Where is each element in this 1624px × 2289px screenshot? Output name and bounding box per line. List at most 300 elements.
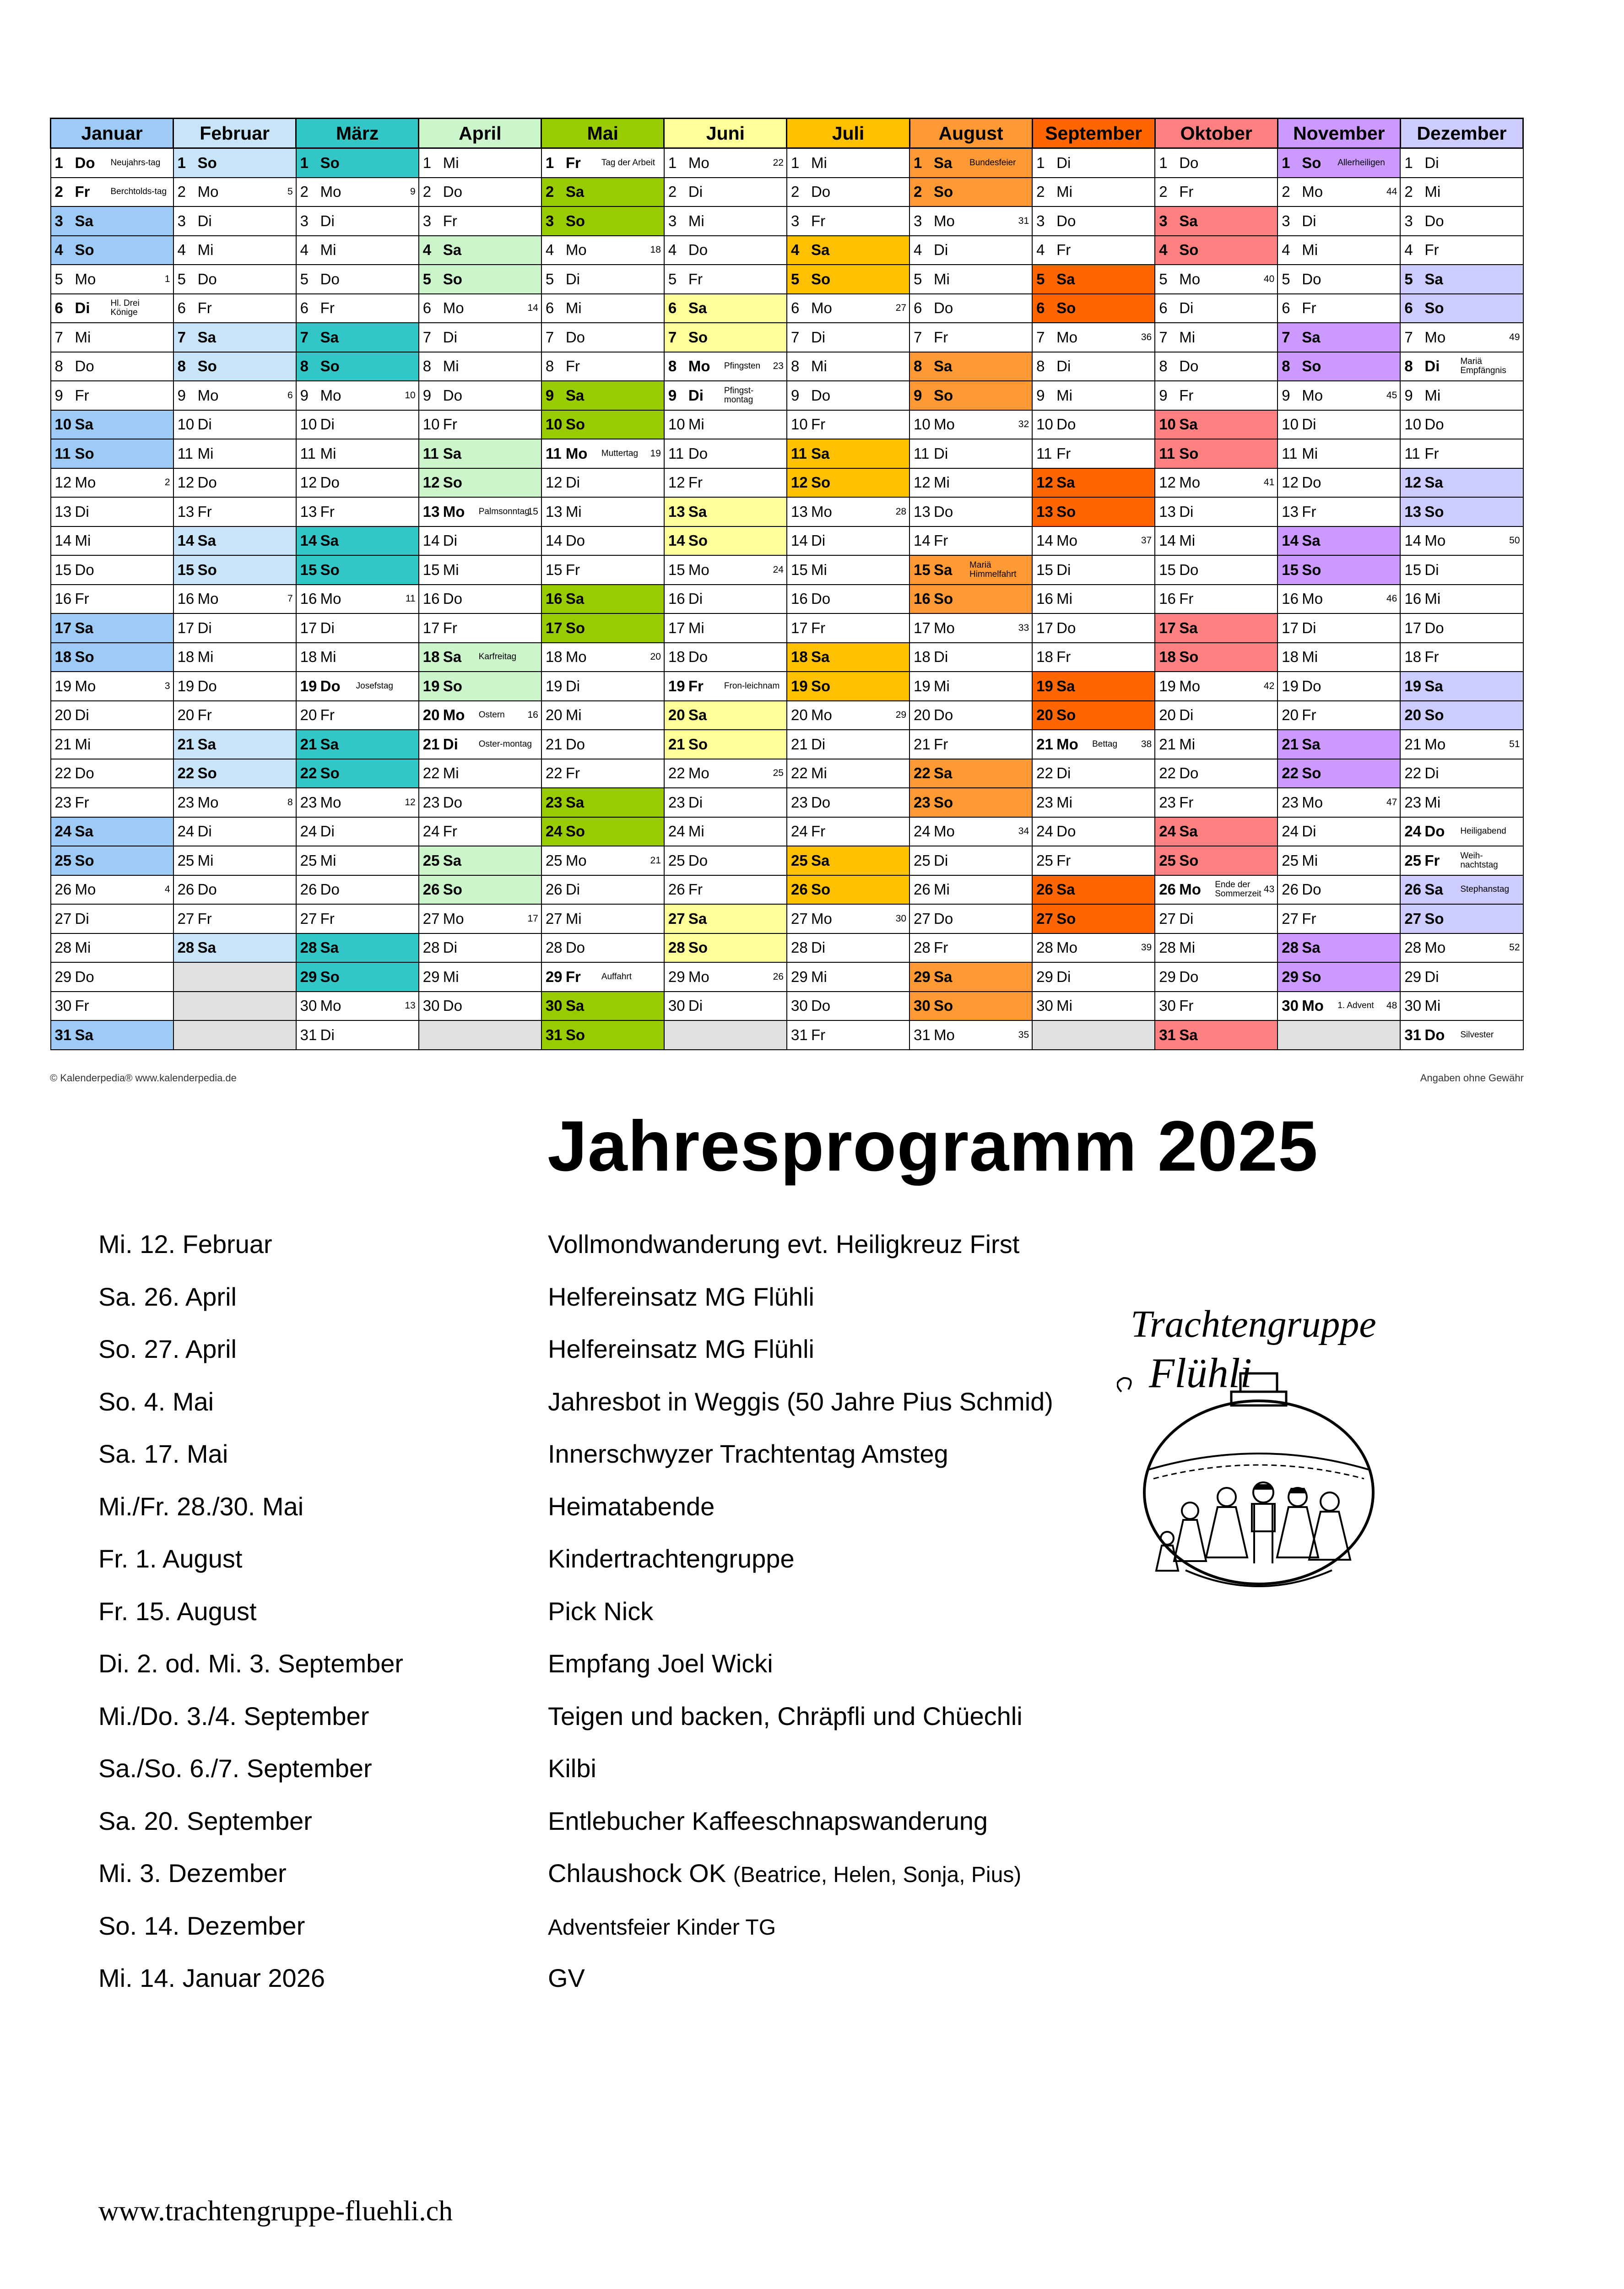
day-cell [1400, 468, 1523, 498]
program-event-title: Jahresbot in Weggis (50 Jahre Pius Schmid) [548, 1387, 1053, 1416]
empty-day-cell [664, 1020, 787, 1050]
weekday-label: Mo [1056, 532, 1077, 549]
day-cell [787, 526, 909, 556]
day-number: 29 [1036, 968, 1053, 985]
day-cell [173, 555, 296, 585]
day-number: 9 [668, 386, 677, 404]
day-cell [296, 381, 419, 410]
holiday-label: Auffahrt [601, 971, 632, 982]
program-date: Mi. 14. Januar 2026 [98, 1964, 325, 1992]
weekday-label: Fr [1424, 852, 1440, 869]
day-number: 16 [1404, 590, 1422, 608]
day-cell [1400, 585, 1523, 614]
weekday-label: Do [811, 183, 831, 201]
weekday-label: So [320, 358, 340, 375]
day-cell [173, 730, 296, 759]
empty-day-cell [173, 962, 296, 992]
day-cell [787, 323, 909, 352]
day-cell [664, 643, 787, 672]
day-number: 30 [300, 997, 317, 1014]
day-number: 19 [1404, 677, 1422, 694]
weekday-label: Mo [811, 299, 832, 317]
program-event-title: Entlebucher Kaffeeschnapswanderung [548, 1806, 988, 1835]
week-number: 50 [1509, 535, 1520, 546]
day-cell [1278, 265, 1400, 294]
weekday-label: So [1424, 299, 1444, 317]
day-cell [1278, 352, 1400, 381]
day-number: 6 [54, 299, 63, 317]
weekday-label: Mo [688, 765, 709, 782]
program-date: Di. 2. od. Mi. 3. September [98, 1649, 404, 1678]
day-cell [296, 904, 419, 933]
day-number: 24 [177, 823, 195, 840]
day-cell [664, 439, 787, 468]
day-number: 25 [545, 852, 563, 869]
weekday-label: So [197, 561, 217, 578]
day-number: 26 [177, 881, 195, 898]
day-cell [1032, 178, 1155, 207]
weekday-label: Mi [934, 474, 950, 491]
week-number: 14 [527, 303, 538, 314]
calendar-row [51, 526, 1523, 556]
day-number: 20 [1159, 706, 1176, 724]
month-header-11: Dezember [1400, 119, 1523, 148]
day-cell [1155, 381, 1278, 410]
day-cell [1155, 933, 1278, 963]
weekday-label: Mo [197, 386, 219, 404]
day-number: 20 [1404, 706, 1422, 724]
empty-day-cell [419, 1020, 541, 1050]
program-event [548, 1596, 653, 1626]
weekday-label: Do [320, 677, 341, 694]
day-number: 28 [545, 939, 563, 956]
day-cell [419, 759, 541, 788]
day-cell [664, 672, 787, 701]
day-number: 7 [54, 328, 63, 346]
day-number: 22 [177, 765, 195, 782]
weekday-label: Sa [443, 241, 462, 259]
week-number: 41 [1263, 477, 1275, 488]
weekday-label: Sa [443, 445, 462, 462]
day-number: 23 [1159, 793, 1176, 811]
day-number: 5 [914, 270, 922, 287]
weekday-label: Sa [1424, 474, 1443, 491]
weekday-label: Mi [320, 852, 336, 869]
day-number: 31 [545, 1026, 563, 1043]
day-cell [1278, 875, 1400, 905]
day-cell [541, 206, 664, 236]
weekday-label: Mi [934, 270, 950, 287]
weekday-label: So [1179, 648, 1199, 666]
day-number: 25 [668, 852, 685, 869]
day-number: 13 [545, 503, 563, 520]
weekday-label: Mo [688, 561, 709, 578]
day-cell [1032, 265, 1155, 294]
day-cell [1278, 206, 1400, 236]
day-cell [909, 236, 1032, 265]
weekday-label: Mo [1179, 677, 1201, 694]
day-cell [1155, 904, 1278, 933]
day-cell [1032, 643, 1155, 672]
weekday-label: Do [1179, 358, 1199, 375]
weekday-label: Sa [811, 852, 830, 869]
weekday-label: Di [1302, 212, 1316, 229]
day-cell [296, 206, 419, 236]
weekday-label: Sa [1302, 328, 1321, 346]
day-number: 18 [177, 648, 195, 666]
week-number: 19 [650, 448, 661, 459]
weekday-label: Mi [1179, 939, 1196, 956]
day-cell [1032, 817, 1155, 846]
week-number: 4 [164, 884, 170, 895]
day-number: 27 [300, 910, 317, 927]
day-cell [51, 817, 173, 846]
weekday-label: Di [1424, 765, 1439, 782]
day-cell [1278, 526, 1400, 556]
day-cell [909, 410, 1032, 439]
weekday-label: Fr [565, 561, 580, 578]
weekday-label: Di [197, 416, 212, 433]
weekday-label: Do [934, 910, 953, 927]
day-cell [1032, 730, 1155, 759]
day-number: 26 [54, 881, 72, 898]
day-number: 26 [1036, 881, 1053, 898]
day-number: 27 [914, 910, 931, 927]
program-date: Fr. 1. August [98, 1544, 243, 1573]
day-number: 24 [422, 823, 440, 840]
day-number: 22 [668, 765, 685, 782]
weekday-label: Mo [1424, 735, 1446, 753]
week-number: 15 [527, 506, 538, 517]
weekday-label: Di [565, 881, 580, 898]
day-number: 20 [54, 706, 72, 724]
day-cell [541, 875, 664, 905]
day-cell [787, 178, 909, 207]
day-cell [296, 788, 419, 817]
day-cell [664, 526, 787, 556]
weekday-label: So [1302, 358, 1321, 375]
program-event [548, 1282, 814, 1312]
day-number: 3 [1404, 212, 1413, 229]
day-number: 23 [668, 793, 685, 811]
day-number: 12 [54, 474, 72, 491]
day-number: 12 [1404, 474, 1422, 491]
day-cell [787, 701, 909, 730]
day-cell [51, 178, 173, 207]
day-cell [541, 846, 664, 875]
program-event [548, 1439, 948, 1469]
day-cell [664, 875, 787, 905]
day-cell [1155, 555, 1278, 585]
day-cell [296, 817, 419, 846]
day-number: 25 [300, 852, 317, 869]
holiday-label: Josefstag [356, 681, 393, 691]
weekday-label: Sa [934, 968, 953, 985]
weekday-label: So [1424, 706, 1444, 724]
weekday-label: Fr [811, 1026, 826, 1043]
day-cell [1278, 294, 1400, 323]
day-number: 21 [54, 735, 72, 753]
day-number: 13 [914, 503, 931, 520]
day-cell [909, 178, 1032, 207]
day-cell [419, 381, 541, 410]
day-cell [909, 381, 1032, 410]
day-number: 29 [1404, 968, 1422, 985]
day-number: 8 [1159, 358, 1168, 375]
calendar-row [51, 555, 1523, 585]
weekday-label: Mi [565, 503, 582, 520]
empty-day-cell [1278, 1020, 1400, 1050]
day-number: 23 [1282, 793, 1299, 811]
day-cell [1400, 410, 1523, 439]
day-number: 4 [1404, 241, 1413, 259]
day-cell [909, 352, 1032, 381]
weekday-label: So [75, 852, 94, 869]
program-date: Sa. 26. April [98, 1282, 237, 1311]
day-cell [173, 904, 296, 933]
day-number: 2 [300, 183, 309, 201]
day-cell [51, 206, 173, 236]
day-cell [1400, 962, 1523, 992]
day-number: 4 [1282, 241, 1290, 259]
day-number: 29 [300, 968, 317, 985]
day-number: 26 [545, 881, 563, 898]
day-number: 27 [54, 910, 72, 927]
day-cell [909, 672, 1032, 701]
weekday-label: Mi [811, 358, 827, 375]
day-cell [1400, 701, 1523, 730]
day-number: 19 [422, 677, 440, 694]
weekday-label: Mi [688, 619, 704, 636]
weekday-label: Di [197, 212, 212, 229]
program-event [548, 1649, 773, 1678]
day-cell [51, 585, 173, 614]
day-cell [1155, 643, 1278, 672]
weekday-label: Do [1056, 619, 1076, 636]
week-number: 12 [405, 797, 416, 808]
day-cell [664, 381, 787, 410]
day-cell [296, 962, 419, 992]
weekday-label: Di [1056, 358, 1071, 375]
weekday-label: Mo [811, 503, 832, 520]
day-number: 1 [1282, 154, 1290, 171]
weekday-label: Sa [1179, 823, 1198, 840]
day-number: 4 [914, 241, 922, 259]
day-number: 20 [177, 706, 195, 724]
day-number: 29 [1282, 968, 1299, 985]
day-number: 15 [177, 561, 195, 578]
day-cell [664, 352, 787, 381]
weekday-label: Di [75, 503, 89, 520]
week-number: 48 [1386, 1000, 1397, 1011]
weekday-label: Fr [565, 154, 581, 171]
day-number: 2 [1282, 183, 1290, 201]
day-cell [1400, 933, 1523, 963]
day-number: 10 [300, 416, 317, 433]
day-number: 5 [790, 270, 800, 287]
weekday-label: Sa [934, 561, 953, 578]
calendar-row [51, 701, 1523, 730]
day-cell [173, 701, 296, 730]
weekday-label: So [1302, 154, 1321, 171]
weekday-label: Sa [1179, 416, 1198, 433]
weekday-label: Mo [75, 270, 96, 287]
day-cell [173, 613, 296, 643]
program-event-title: Adventsfeier Kinder TG [548, 1915, 776, 1940]
day-cell [664, 701, 787, 730]
day-number: 30 [1282, 997, 1299, 1014]
day-number: 21 [1159, 735, 1176, 753]
day-number: 17 [1404, 619, 1422, 636]
weekday-label: Do [565, 328, 585, 346]
day-cell [541, 730, 664, 759]
day-cell [173, 439, 296, 468]
day-number: 24 [1404, 823, 1422, 840]
day-cell [909, 585, 1032, 614]
day-cell [51, 701, 173, 730]
day-cell [1155, 759, 1278, 788]
weekday-label: Sa [1302, 532, 1321, 549]
day-cell [1400, 875, 1523, 905]
day-number: 16 [1036, 590, 1053, 608]
calendar-row [51, 992, 1523, 1021]
weekday-label: So [1424, 503, 1444, 520]
weekday-label: Sa [1056, 474, 1075, 491]
day-number: 1 [790, 154, 800, 171]
holiday-label: Stephanstag [1460, 884, 1510, 895]
day-number: 27 [668, 910, 685, 927]
day-number: 31 [914, 1026, 931, 1043]
day-cell [1032, 206, 1155, 236]
weekday-label: Sa [1302, 735, 1321, 753]
day-number: 17 [914, 619, 931, 636]
day-cell [541, 294, 664, 323]
weekday-label: Do [1179, 968, 1199, 985]
calendar-row [51, 352, 1523, 381]
program-event [548, 1334, 814, 1364]
weekday-label: So [1179, 852, 1199, 869]
day-number: 15 [422, 561, 440, 578]
day-number: 1 [422, 154, 432, 171]
calendar-row [51, 410, 1523, 439]
day-cell [664, 846, 787, 875]
day-cell [541, 643, 664, 672]
day-cell [1400, 294, 1523, 323]
month-header-3: April [419, 119, 541, 148]
weekday-label: Di [811, 939, 826, 956]
weekday-label: Mo [320, 997, 341, 1014]
day-cell [419, 788, 541, 817]
week-number: 26 [773, 971, 784, 982]
day-cell [1032, 933, 1155, 963]
day-cell [787, 294, 909, 323]
week-number: 29 [895, 710, 907, 721]
day-number: 14 [545, 532, 563, 549]
weekday-label: Di [688, 590, 703, 608]
weekday-label: Mo [320, 793, 341, 811]
weekday-label: Do [443, 386, 462, 404]
month-header-10: November [1278, 119, 1400, 148]
day-number: 18 [300, 648, 317, 666]
day-number: 6 [1404, 299, 1413, 317]
weekday-label: Fr [75, 183, 90, 201]
day-cell [909, 555, 1032, 585]
day-number: 29 [790, 968, 808, 985]
day-number: 11 [1036, 445, 1052, 462]
day-number: 22 [1159, 765, 1176, 782]
day-cell [541, 555, 664, 585]
weekday-label: Di [1424, 561, 1439, 578]
holiday-label: Allerheiligen [1337, 157, 1385, 168]
program-event-title: Helfereinsatz MG Flühli [548, 1282, 814, 1311]
weekday-label: Fr [1179, 386, 1194, 404]
weekday-label: So [1179, 445, 1199, 462]
day-number: 15 [54, 561, 72, 578]
day-cell [1155, 526, 1278, 556]
day-number: 15 [1282, 561, 1299, 578]
weekday-label: Do [320, 474, 340, 491]
day-cell [51, 933, 173, 963]
day-number: 10 [790, 416, 808, 433]
program-event [548, 1544, 795, 1573]
weekday-label: Do [811, 793, 831, 811]
day-cell [1155, 178, 1278, 207]
week-number: 36 [1141, 331, 1152, 342]
weekday-label: Do [443, 183, 462, 201]
week-number: 24 [773, 564, 784, 575]
weekday-label: Mi [1302, 852, 1318, 869]
weekday-label: Mi [1056, 386, 1072, 404]
day-cell [51, 992, 173, 1021]
day-number: 17 [790, 619, 808, 636]
week-number: 38 [1141, 738, 1152, 749]
day-number: 27 [1159, 910, 1176, 927]
day-number: 13 [1036, 503, 1053, 520]
weekday-label: Mo [443, 706, 465, 724]
day-cell [1278, 613, 1400, 643]
weekday-label: Di [320, 619, 335, 636]
day-number: 8 [54, 358, 63, 375]
week-number: 40 [1263, 273, 1275, 284]
weekday-label: Mi [197, 445, 214, 462]
weekday-label: Di [197, 823, 212, 840]
day-cell [419, 613, 541, 643]
day-number: 24 [914, 823, 931, 840]
weekday-label: Sa [320, 532, 339, 549]
day-number: 12 [177, 474, 195, 491]
week-number: 8 [287, 797, 293, 808]
week-number: 10 [405, 390, 416, 401]
day-number: 11 [1159, 445, 1175, 462]
weekday-label: So [1056, 706, 1076, 724]
day-number: 15 [1036, 561, 1053, 578]
weekday-label: Do [811, 997, 831, 1014]
day-number: 17 [668, 619, 685, 636]
weekday-label: Do [75, 765, 94, 782]
day-number: 24 [668, 823, 685, 840]
day-cell [787, 410, 909, 439]
week-number: 43 [1263, 884, 1275, 895]
day-cell [1032, 701, 1155, 730]
day-number: 12 [422, 474, 440, 491]
day-cell [1278, 585, 1400, 614]
day-cell [787, 352, 909, 381]
day-number: 11 [1282, 445, 1298, 462]
day-number: 8 [422, 358, 432, 375]
program-event [548, 1492, 715, 1521]
day-cell [419, 817, 541, 846]
day-cell [909, 817, 1032, 846]
